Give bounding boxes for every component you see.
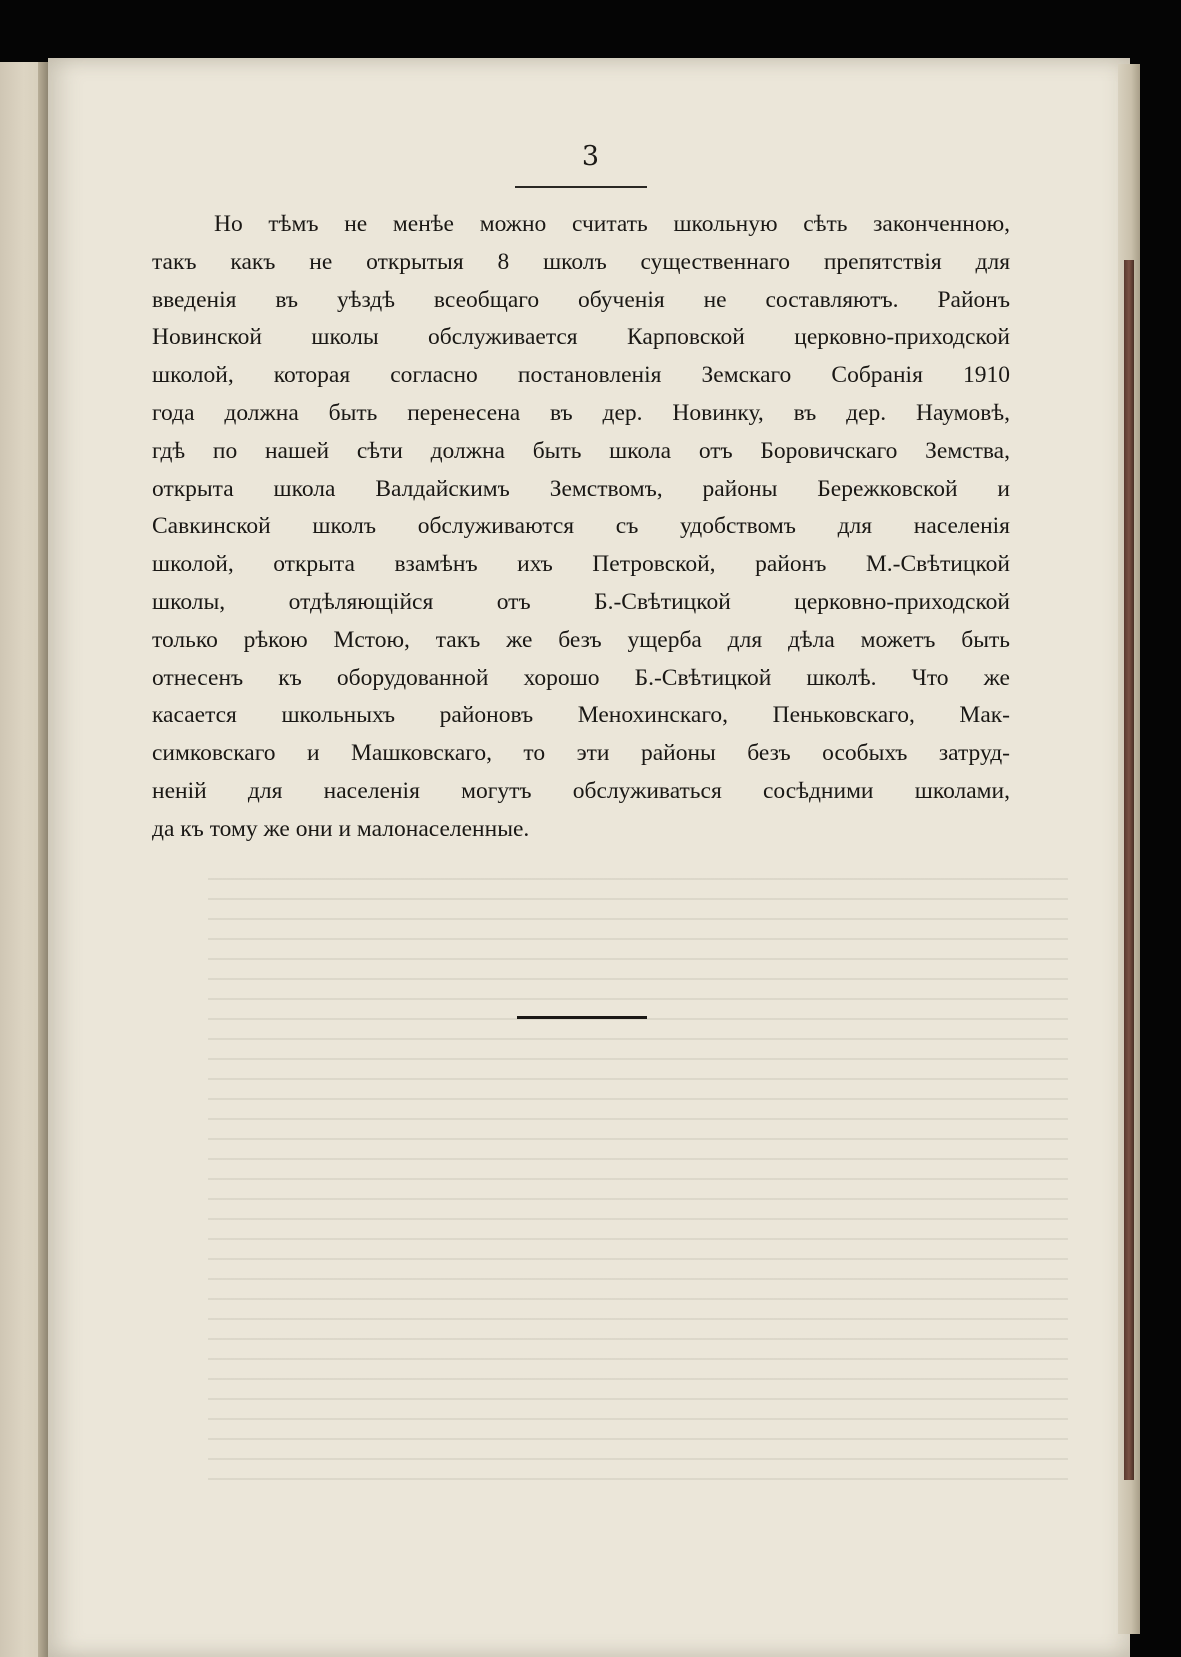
text-line: неній для населенія могутъ обслуживаться сосѣдними школами,: [152, 777, 1010, 804]
text-line: касается школьныхъ районовъ Менохинскаго, Пеньковскаго, Мак-: [152, 702, 1010, 729]
header-rule: [515, 186, 647, 188]
show-through-table-texture: [208, 878, 1068, 1498]
text-line: отнесенъ къ оборудованной хорошо Б.-Свѣтицкой школѣ. Что же: [152, 664, 1010, 691]
end-rule: [517, 1016, 647, 1019]
text-line: Савкинской школъ обслуживаются съ удобствомъ для населенія: [152, 513, 1010, 540]
text-line: школы, отдѣляющійся отъ Б.-Свѣтицкой церковно-приходской: [152, 588, 1010, 615]
text-line: Но тѣмъ не менѣе можно считать школьную сѣть законченною,: [214, 211, 1010, 237]
page-number: 3: [581, 141, 600, 172]
previous-page-edge: [0, 62, 48, 1657]
text-line: симковскаго и Машковскаго, то эти районы безъ особыхъ затруд-: [152, 740, 1010, 767]
text-line: да къ тому же они и малонаселенные.: [152, 815, 530, 842]
bookmark-ribbon: [1124, 260, 1134, 1480]
text-line: такъ какъ не открытыя 8 школъ существеннаго препятствія для: [152, 248, 1010, 275]
body-paragraph: [152, 206, 1010, 849]
text-line: гдѣ по нашей сѣти должна быть школа отъ Боровичскаго Земства,: [152, 437, 1010, 464]
text-line: школой, которая согласно постановленія Земскаго Собранія 1910: [152, 362, 1010, 389]
text-line: Новинской школы обслуживается Карповской церковно-приходской: [152, 324, 1010, 351]
text-line: года должна быть перенесена въ дер. Новинку, въ дер. Наумовѣ,: [152, 399, 1010, 426]
text-line: введенія въ уѣздѣ всеобщаго обученія не составляютъ. Районъ: [152, 286, 1010, 313]
text-line: открыта школа Валдайскимъ Земствомъ, районы Бережковской и: [152, 475, 1010, 502]
text-line: школой, открыта взамѣнъ ихъ Петровской, районъ М.-Свѣтицкой: [152, 551, 1010, 578]
text-line: только рѣкою Мстою, такъ же безъ ущерба для дѣла можетъ быть: [152, 626, 1010, 653]
book-gutter: [38, 62, 48, 1657]
